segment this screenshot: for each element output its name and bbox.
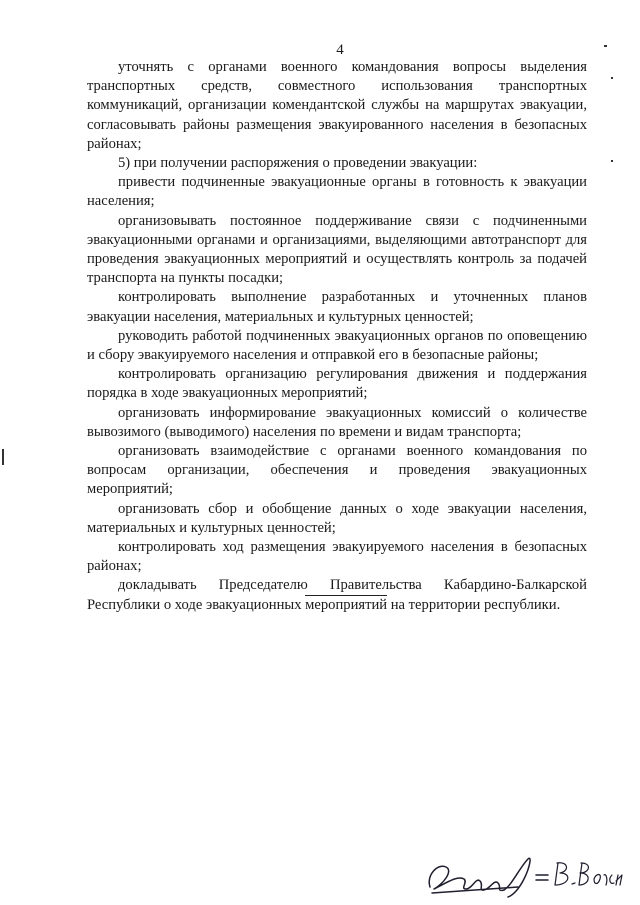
handwritten-signature: [418, 845, 628, 900]
paragraph: организовывать постоянное поддерживание связи с подчиненными эвакуационными органами и организациями, выделяющими автотранспорт для проведения эвакуационных мероприятий и осуществлять контроль за подачей транспорта на пункты посадки;: [87, 212, 587, 287]
paragraph: руководить работой подчиненных эвакуационных органов по оповещению и сбору эвакуируемого населения и отправкой его в безопасные районы;: [87, 327, 587, 364]
paragraph: докладывать Председателю Правительства Кабардино-Балкарской Республики о ходе эвакуационных мероприятий на территории республики.: [87, 577, 587, 613]
paragraph: контролировать выполнение разработанных и уточненных планов эвакуации населения, материальных и культурных ценностей;: [87, 289, 587, 325]
paragraph: организовать сбор и обобщение данных о ходе эвакуации населения, материальных и культурных ценностей;: [87, 500, 587, 536]
document-body: [87, 58, 587, 615]
paragraph: организовать взаимодействие с органами военного командования по вопросам организации, обеспечения и проведения эвакуационных мероприятий;: [87, 443, 587, 498]
paragraph: 5) при получении распоряжения о проведении эвакуации:: [118, 155, 478, 172]
paragraph: контролировать организацию регулирования движения и поддержания порядка в ходе эвакуационных мероприятий;: [87, 366, 587, 402]
scan-mark: [2, 449, 4, 465]
paragraph: контролировать ход размещения эвакуируемого населения в безопасных районах;: [87, 539, 587, 575]
scan-mark: [611, 160, 613, 162]
scan-mark: [604, 45, 607, 47]
end-of-text-rule: [305, 595, 387, 596]
paragraph: уточнять с органами военного командования вопросы выделения транспортных средств, совместного использования транспортных коммуникаций, организации комендантской службы на маршрутах эвакуации, согласовывать районы размещения эвакуированного населения в безопасных районах;: [87, 59, 587, 152]
paragraph: организовать информирование эвакуационных комиссий о количестве вывозимого (выводимого) населения по времени и видам транспорта;: [87, 404, 587, 440]
scan-mark: [611, 77, 613, 79]
paragraph: привести подчиненные эвакуационные органы в готовность к эвакуации населения;: [87, 174, 587, 210]
page-number: 4: [336, 42, 344, 58]
